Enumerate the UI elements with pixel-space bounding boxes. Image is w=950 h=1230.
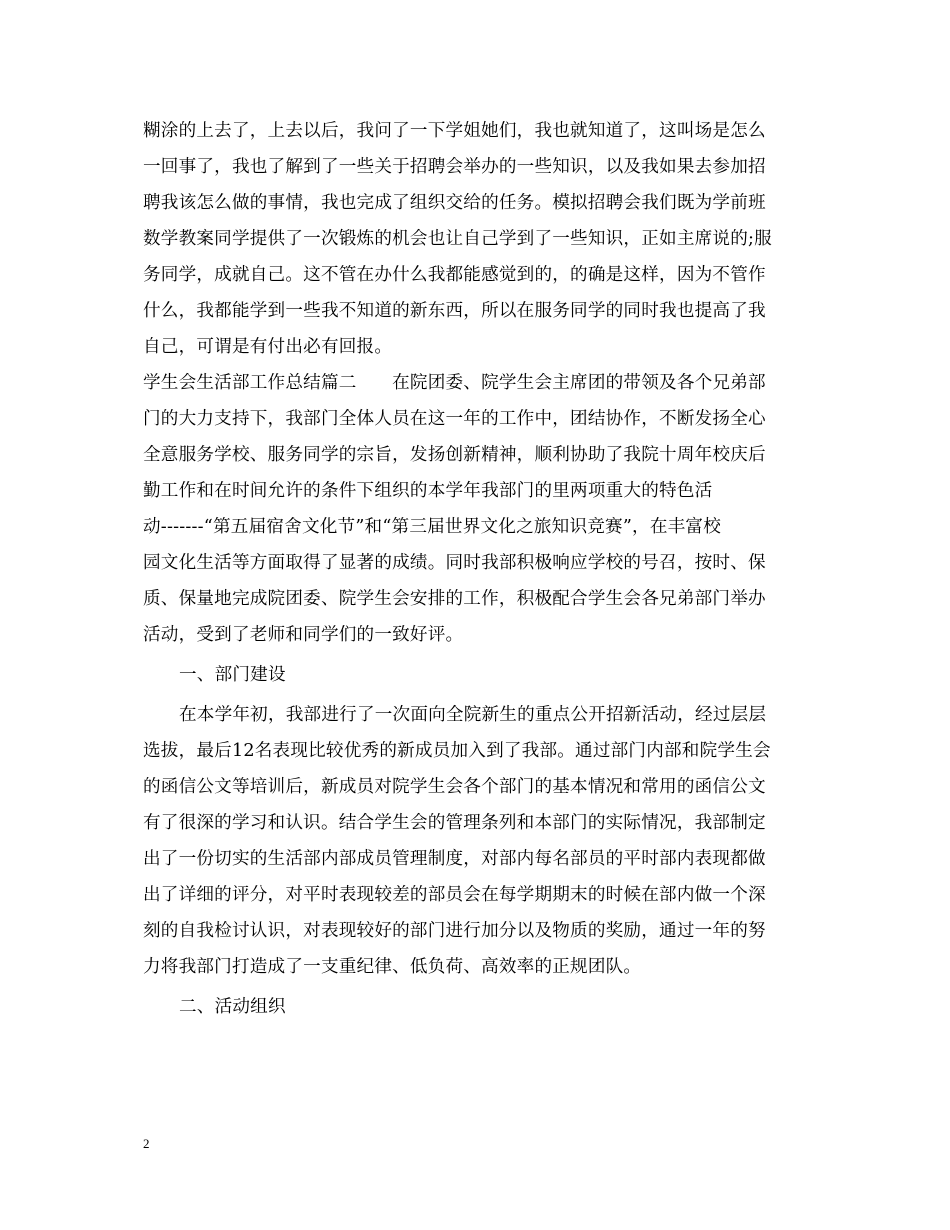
section-title-line: 学生会生活部工作总结篇二 在院团委、院学生会主席团的带领及各个兄弟部 — [143, 373, 766, 393]
text-line: 聘我该怎么做的事情，我也完成了组织交给的任务。模拟招聘会我们既为学前班 — [143, 193, 766, 213]
text-line: 一回事了，我也了解到了一些关于招聘会举办的一些知识，以及我如果去参加招 — [143, 157, 766, 177]
heading-department-building: 一、部门建设 — [179, 665, 286, 685]
text-line: 园文化生活等方面取得了显著的成绩。同时我部积极响应学校的号召，按时、保 — [143, 553, 766, 573]
text-line: 在本学年初，我部进行了一次面向全院新生的重点公开招新活动，经过层层 — [179, 705, 767, 725]
text-line: 勤工作和在时间允许的条件下组织的本学年我部门的里两项重大的特色活 — [143, 481, 713, 501]
text-line: 刻的自我检讨认识，对表现较好的部门进行加分以及物质的奖励，通过一年的努 — [143, 921, 766, 941]
text-line: 糊涂的上去了，上去以后，我问了一下学姐她们，我也就知道了，这叫场是怎么 — [143, 121, 766, 141]
text-line: 选拔，最后12名表现比较优秀的新成员加入到了我部。通过部门内部和院学生会 — [143, 741, 771, 761]
text-line: 有了很深的学习和认识。结合学生会的管理条列和本部门的实际情况，我部制定 — [143, 813, 766, 833]
text-line: 活动，受到了老师和同学们的一致好评。 — [143, 625, 464, 645]
text-line: 出了详细的评分，对平时表现较差的部员会在每学期期末的时候在部内做一个深 — [143, 885, 766, 905]
text-line: 动-------“第五届宿舍文化节”和“第三届世界文化之旅知识竞赛”，在丰富校 — [143, 517, 722, 537]
text-line: 务同学，成就自己。这不管在办什么我都能感觉到的，的确是这样，因为不管作 — [143, 265, 766, 285]
heading-activity-organization: 二、活动组织 — [179, 997, 286, 1017]
text-line: 出了一份切实的生活部内部成员管理制度，对部内每名部员的平时部内表现都做 — [143, 849, 766, 869]
text-line: 数学教案同学提供了一次锻炼的机会也让自己学到了一些知识，正如主席说的;服 — [143, 229, 772, 249]
page-number: 2 — [143, 1136, 150, 1151]
text-line: 门的大力支持下，我部门全体人员在这一年的工作中，团结协作，不断发扬全心 — [143, 409, 766, 429]
document-body — [143, 113, 807, 1025]
text-line: 质、保量地完成院团委、院学生会安排的工作，积极配合学生会各兄弟部门举办 — [143, 589, 766, 609]
text-line: 的函信公文等培训后，新成员对院学生会各个部门的基本情况和常用的函信公文 — [143, 777, 766, 797]
text-line: 全意服务学校、服务同学的宗旨，发扬创新精神，顺利协助了我院十周年校庆后 — [143, 445, 766, 465]
text-line: 力将我部门打造成了一支重纪律、低负荷、高效率的正规团队。 — [143, 957, 642, 977]
text-line: 自己，可谓是有付出必有回报。 — [143, 337, 393, 357]
text-line: 什么，我都能学到一些我不知道的新东西，所以在服务同学的同时我也提高了我 — [143, 301, 766, 321]
